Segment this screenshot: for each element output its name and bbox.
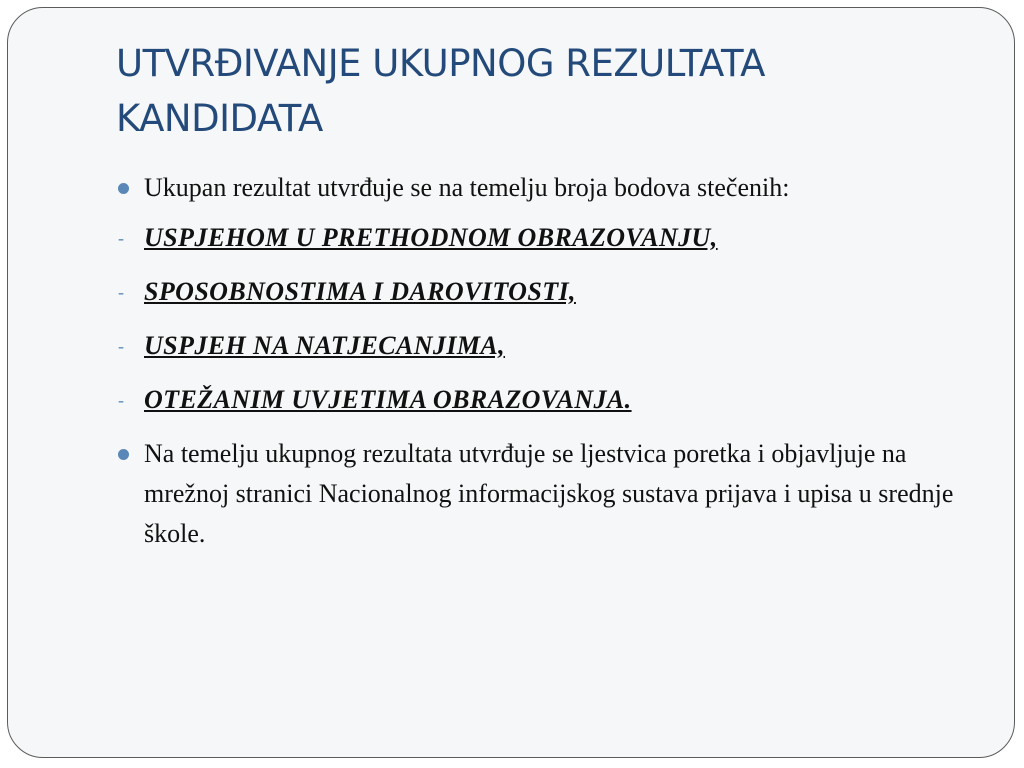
criterion-item xyxy=(112,326,962,366)
bullet-item-intro xyxy=(112,168,962,208)
criterion-text: USPJEH NA NATJECANJIMA, xyxy=(144,331,506,360)
bullet-text: Ukupan rezultat utvrđuje se na temelju broja bodova stečenih: xyxy=(144,173,790,202)
dash-marker-icon: - xyxy=(118,282,125,302)
criterion-item xyxy=(112,380,962,420)
bullet-dot-icon xyxy=(118,183,129,194)
slide-title: UTVRĐIVANJE UKUPNOG REZULTATA KANDIDATA xyxy=(116,42,765,140)
criterion-item xyxy=(112,272,962,312)
bullet-text: Na temelju ukupnog rezultata utvrđuje se ljestvica poretka i objavljuje na mrežnoj stranici Nacionalnog informacijskog sustava prijava i upisa u srednje škole. xyxy=(144,439,954,548)
slide xyxy=(7,7,1015,758)
bullet-item-ranking xyxy=(112,434,962,554)
criterion-item xyxy=(112,218,962,258)
criterion-text: OTEŽANIM UVJETIMA OBRAZOVANJA. xyxy=(144,385,632,414)
dash-marker-icon: - xyxy=(118,228,125,248)
dash-marker-icon: - xyxy=(118,390,125,410)
criterion-text: USPJEHOM U PRETHODNOM OBRAZOVANJU, xyxy=(144,223,718,252)
dash-marker-icon: - xyxy=(118,336,125,356)
slide-body xyxy=(112,168,962,564)
bullet-dot-icon xyxy=(118,449,129,460)
criterion-text: SPOSOBNOSTIMA I DAROVITOSTI, xyxy=(144,277,576,306)
